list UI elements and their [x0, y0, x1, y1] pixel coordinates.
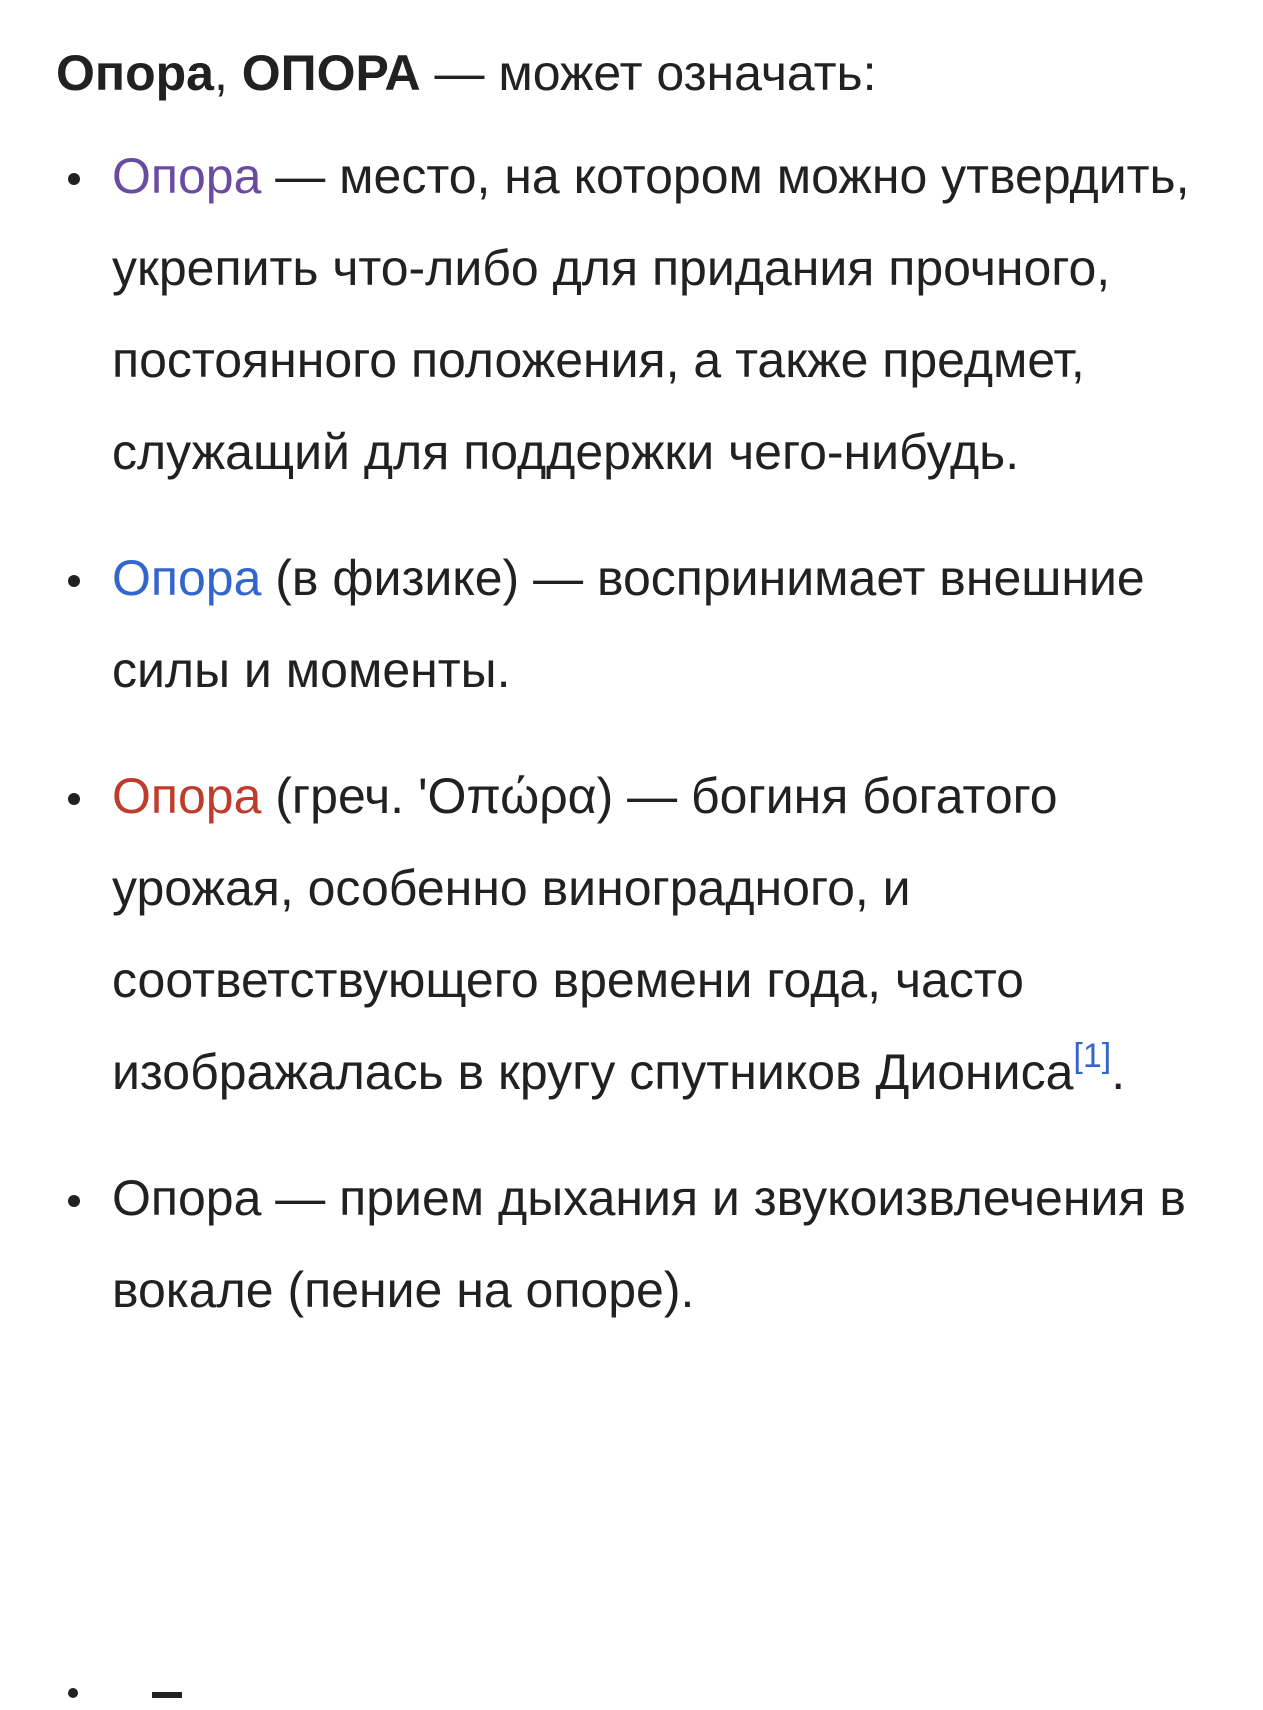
- list-item: [56, 532, 1206, 716]
- partial-bullet: [68, 1688, 78, 1698]
- term-bold-1: Опора: [56, 45, 214, 101]
- item-description: (в физике) — воспринимает внешние силы и моменты.: [112, 550, 1145, 698]
- disambiguation-intro: [56, 34, 1206, 112]
- item-description: (греч. 'Οπώρα) — богиня богатого урожая, особенно виноградного, и соответствующего времени года, часто изображалась в кругу спутников Диониса: [112, 768, 1074, 1100]
- term-separator: ,: [213, 45, 242, 101]
- item-description: Опора — прием дыхания и звукоизвлечения в вокале (пение на опоре).: [112, 1170, 1186, 1318]
- reference-link[interactable]: [1]: [1073, 1037, 1112, 1075]
- item-period: .: [1111, 1044, 1126, 1100]
- item-description: — место, на котором можно утвердить, укрепить что-либо для придания прочного, постоянного положения, а также предмет, служащий для поддержки чего-нибудь.: [112, 148, 1190, 480]
- list-item: [56, 130, 1206, 498]
- intro-text: — может означать:: [420, 45, 877, 101]
- meanings-list: [56, 130, 1206, 1336]
- link-opora-goddess[interactable]: Опора: [112, 768, 262, 824]
- term-bold-2: ОПОРА: [241, 45, 421, 101]
- partial-next-item: [152, 1692, 182, 1698]
- link-opora-physics[interactable]: Опора: [112, 550, 262, 606]
- link-opora-support[interactable]: Опора: [112, 148, 262, 204]
- list-item: [56, 750, 1206, 1118]
- list-item: [56, 1152, 1206, 1336]
- article-content: [56, 34, 1206, 1370]
